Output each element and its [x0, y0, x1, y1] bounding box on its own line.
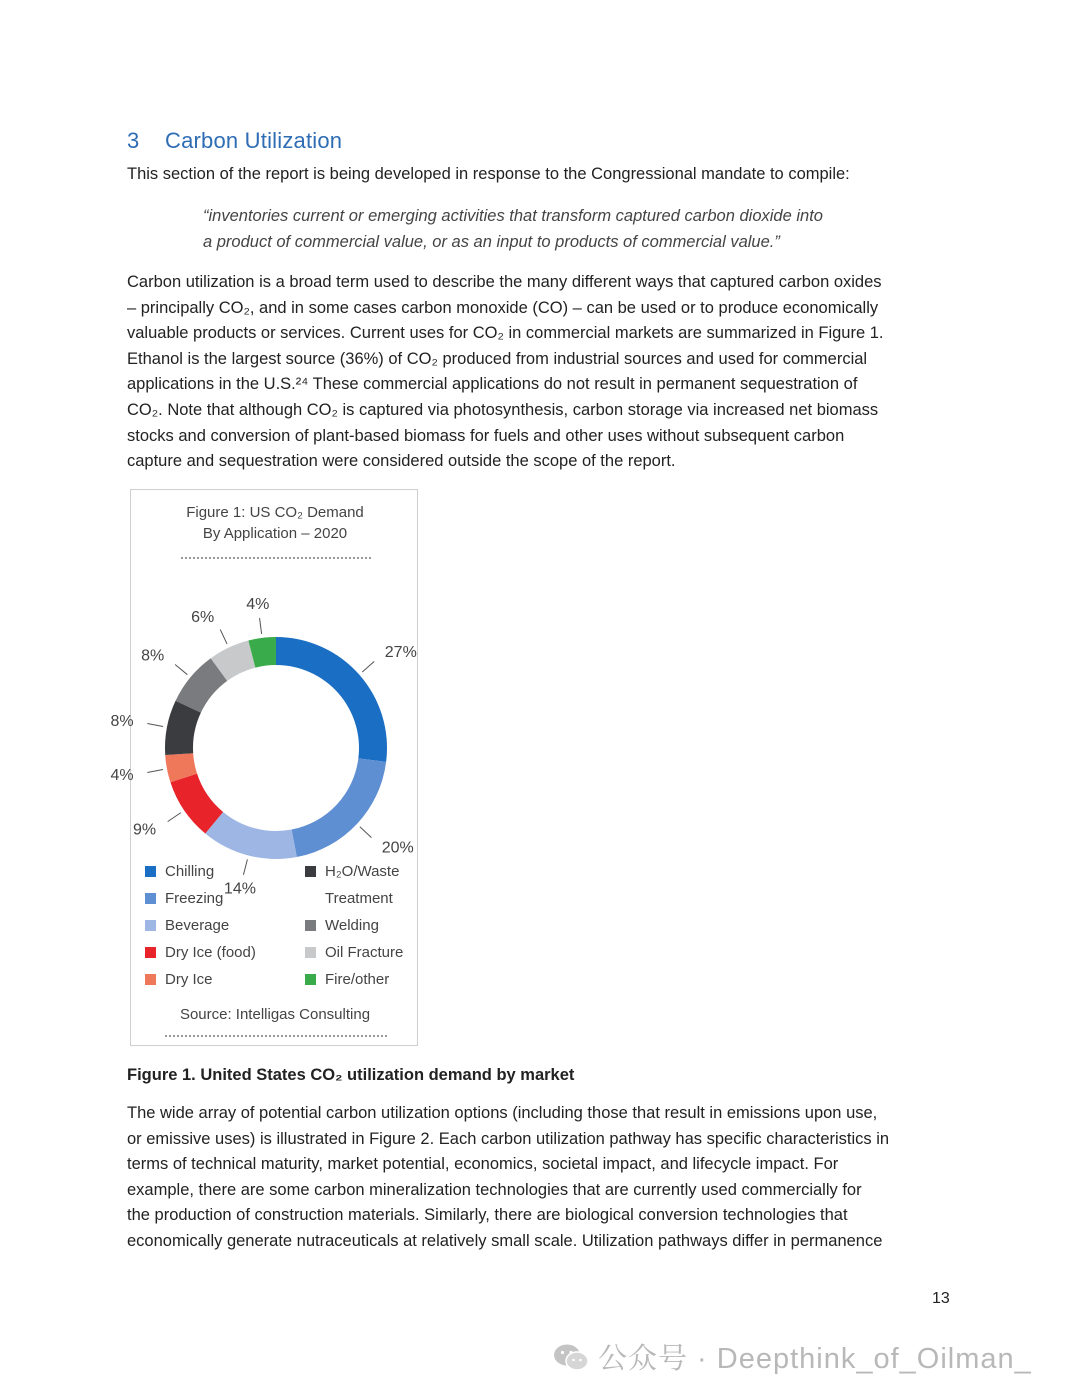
legend-item-welding — [305, 916, 379, 935]
slice-value-label: 6% — [191, 608, 215, 626]
legend-label: Oil Fracture — [325, 944, 404, 961]
legend-swatch — [305, 920, 316, 931]
paragraph-line: the production of construction materials. Similarly, there are biological conversion technologies that — [127, 1206, 848, 1225]
quote-line: “inventories current or emerging activities that transform captured carbon dioxide into — [203, 207, 823, 225]
legend-item-dry-ice — [145, 970, 213, 989]
section-title: Carbon Utilization — [165, 128, 343, 153]
slice-value-label: 27% — [384, 644, 417, 662]
watermark-text: 公众号 · Deepthink_of_Oilman_ — [598, 1343, 1032, 1375]
paragraph-line: stocks and conversion of plant-based biomass for fuels and other uses without subsequent carbon — [127, 426, 845, 445]
legend-label: Welding — [325, 917, 379, 934]
paragraph-line: applications in the U.S.²⁴ These commercial applications do not result in permanent sequestration of — [127, 375, 858, 394]
legend-swatch — [305, 866, 316, 877]
figure-source: Source: Intelligas Consulting — [179, 1006, 371, 1023]
legend-item-dry-ice-food — [145, 943, 256, 962]
leader-line — [175, 664, 187, 674]
watermark — [552, 1336, 1032, 1377]
paragraph-line: economically generate nutraceuticals at relatively small scale. Utilization pathways differ in permanence — [127, 1231, 883, 1250]
paragraph-line: or emissive uses) is illustrated in Figure 2. Each carbon utilization pathway has specific characteristics in — [127, 1129, 890, 1148]
legend-swatch — [305, 947, 316, 958]
title-divider — [181, 557, 371, 559]
legend-item-treatment — [305, 889, 393, 908]
page-number: 13 — [932, 1290, 950, 1307]
slice-value-label: 20% — [381, 839, 414, 857]
legend-swatch — [145, 947, 156, 958]
slice-value-label: 8% — [110, 712, 134, 730]
legend-item-chilling — [145, 862, 214, 881]
legend-swatch — [145, 920, 156, 931]
slice-value-label: 8% — [141, 647, 165, 665]
legend-label: Freezing — [165, 890, 224, 907]
figure-title-line-1: Figure 1: US CO₂ Demand — [186, 504, 364, 521]
legend-item-oil-fracture — [305, 943, 403, 962]
leader-line — [220, 629, 227, 643]
legend-label: Treatment — [325, 890, 393, 907]
legend-swatch-spacer — [305, 893, 316, 904]
donut-slice-freezing — [292, 758, 387, 857]
wechat-icon — [552, 1342, 590, 1372]
intro-paragraph: This section of the report is being developed in response to the Congressional mandate to compile: — [127, 165, 850, 183]
paragraph-line: Carbon utilization is a broad term used to describe the many different ways that captured carbon oxides — [127, 273, 882, 291]
quote-line: a product of commercial value, or as an input to products of commercial value.” — [203, 232, 780, 251]
paragraph-line: capture and sequestration were considered outside the scope of the report. — [127, 452, 676, 471]
slice-value-label: 4% — [110, 767, 134, 785]
slice-value-label: 9% — [132, 821, 157, 839]
legend-swatch — [305, 974, 316, 985]
leader-line — [147, 723, 163, 726]
leader-line — [147, 770, 163, 773]
figure-1-box — [110, 489, 418, 1046]
figure-caption: Figure 1. United States CO₂ utilization demand by market — [127, 1066, 575, 1084]
paragraph-1 — [127, 270, 957, 475]
section-heading — [127, 128, 342, 154]
legend-swatch — [145, 893, 156, 904]
legend-label: Beverage — [165, 917, 230, 934]
paragraph-line: example, there are some carbon mineralization technologies that are currently used commercially for — [127, 1180, 862, 1199]
legend-item-freezing — [145, 889, 223, 908]
paragraph-line: – principally CO₂, and in some cases carbon monoxide (CO) – can be used or to produce economically — [127, 298, 879, 317]
paragraph-line: valuable products or services. Current uses for CO₂ in commercial markets are summarized in Figure 1. — [127, 324, 884, 343]
legend-label: Chilling — [165, 863, 215, 880]
source-divider — [165, 1035, 387, 1037]
legend-item-h2o-waste — [305, 862, 399, 881]
paragraph-line: terms of technical maturity, market potential, economics, societal impact, and lifecycle impact. For — [127, 1155, 839, 1174]
leader-line — [362, 661, 374, 672]
paragraph-line: The wide array of potential carbon utilization options (including those that result in emissions upon use, — [127, 1104, 878, 1122]
legend-swatch — [145, 974, 156, 985]
leader-line — [168, 813, 181, 822]
legend-label: H₂O/Waste — [325, 863, 400, 880]
paragraph-line: CO₂. Note that although CO₂ is captured via photosynthesis, carbon storage via increased net biomass — [127, 400, 879, 419]
slice-value-label: 14% — [223, 880, 256, 898]
donut-slice-beverage — [205, 812, 297, 859]
section-number: 3 — [127, 128, 140, 153]
legend-swatch — [145, 866, 156, 877]
figure-title — [131, 502, 419, 544]
mandate-quote — [203, 204, 923, 255]
leader-line — [360, 827, 372, 838]
leader-line — [260, 618, 262, 634]
legend-item-beverage — [145, 916, 229, 935]
paragraph-line: Ethanol is the largest source (36%) of CO₂ produced from industrial sources and used for commercial — [127, 349, 868, 368]
legend-label: Fire/other — [325, 971, 390, 988]
legend-label: Dry Ice (food) — [165, 944, 256, 961]
slice-value-label: 4% — [246, 596, 270, 614]
figure-title-line-2: By Application – 2020 — [202, 525, 348, 542]
paragraph-2 — [127, 1101, 957, 1255]
leader-line — [243, 859, 247, 874]
legend-item-fire-other — [305, 970, 389, 989]
donut-slice-chilling — [276, 637, 387, 762]
legend-label: Dry Ice — [165, 971, 213, 988]
